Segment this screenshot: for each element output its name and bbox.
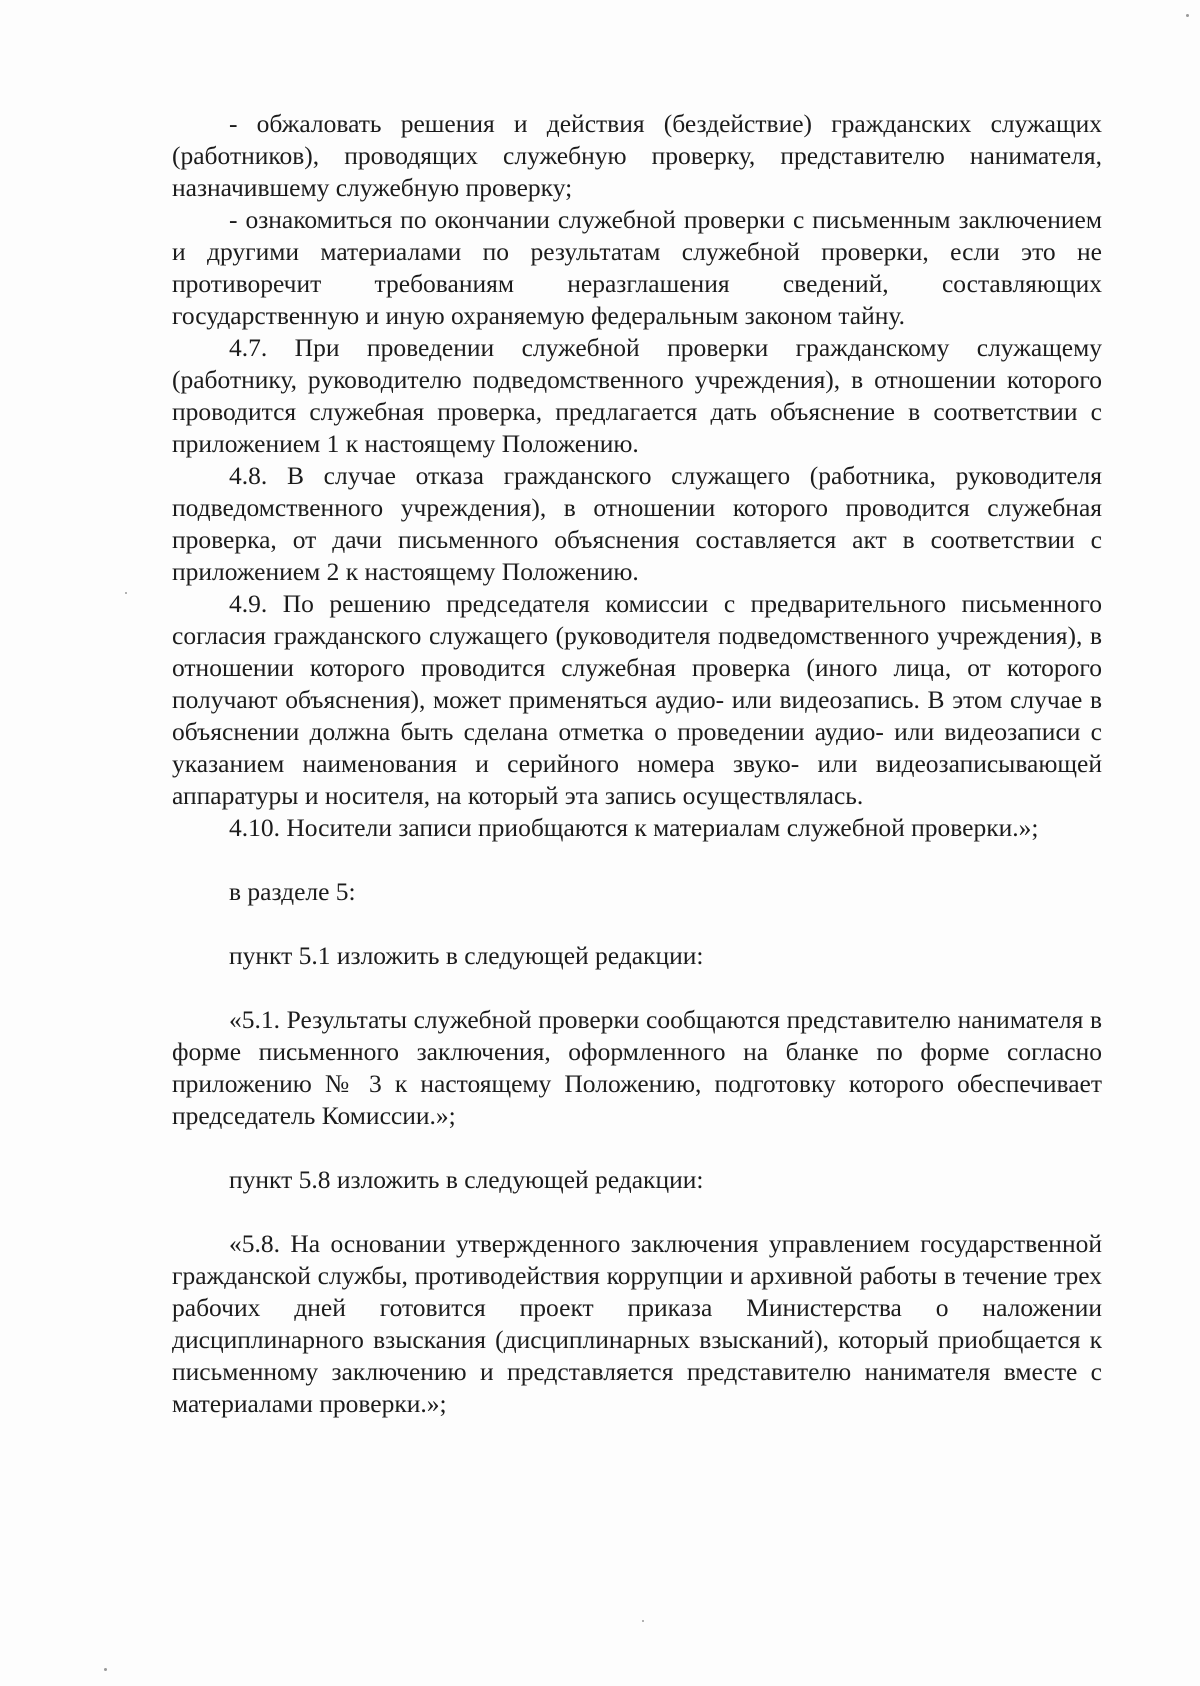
paragraph-4-9: 4.9. По решению председателя комиссии с предварительного письменного согласия гражданского служащего (руководителя подведомственного учреждения), в отношении которого проводится служебная проверка (иного лица, от которого получают объяснения), может применяться аудио- или видеозапись. В этом случае в объяснении должна быть сделана отметка о проведении аудио- или видеозаписи с указанием наименования и серийного номера звуко- или видеозаписывающей аппаратуры и носителя, на который эта запись осуществлялась. xyxy=(172,589,1102,810)
scan-speck xyxy=(1186,14,1189,17)
paragraph-4-10: 4.10. Носители записи приобщаются к материалам служебной проверки.»; xyxy=(229,813,1039,842)
scan-speck xyxy=(642,1620,644,1622)
scan-speck xyxy=(104,1668,107,1671)
paragraph-5-1: «5.1. Результаты служебной проверки сообщаются представителю нанимателя в форме письменного заключения, оформленного на бланке по форме согласно приложению № 3 к настоящему Положению, подготовку которого обеспечивает председатель Комиссии.»; xyxy=(172,1005,1102,1130)
paragraph-appeal-right: - обжаловать решения и действия (бездействие) гражданских служащих (работников), проводящих служебную проверку, представителю нанимателя, назначившему служебную проверку; xyxy=(172,109,1102,202)
document-body xyxy=(172,108,1102,1420)
paragraph-5-8: «5.8. На основании утвержденного заключения управлением государственной гражданской службы, противодействия коррупции и архивной работы в течение трех рабочих дней готовится проект приказа Министерства о наложении дисциплинарного взыскания (дисциплинарных взысканий), который приобщается к письменному заключению и представляется представителю нанимателя вместе с материалами проверки.»; xyxy=(172,1229,1102,1418)
scan-speck xyxy=(125,592,127,594)
paragraph-item-5-8-intro: пункт 5.8 изложить в следующей редакции: xyxy=(229,1165,704,1194)
paragraph-item-5-1-intro: пункт 5.1 изложить в следующей редакции: xyxy=(229,941,704,970)
paragraph-section-5-heading: в разделе 5: xyxy=(229,877,356,906)
paragraph-review-right: - ознакомиться по окончании служебной проверки с письменным заключением и другими материалами по результатам служебной проверки, если это не противоречит требованиям неразглашения сведений, составляющих государственную и иную охраняемую федеральным законом тайну. xyxy=(172,205,1102,330)
paragraph-4-7: 4.7. При проведении служебной проверки гражданскому служащему (работнику, руководителю подведомственного учреждения), в отношении которого проводится служебная проверка, предлагается дать объяснение в соответствии с приложением 1 к настоящему Положению. xyxy=(172,333,1102,458)
paragraph-4-8: 4.8. В случае отказа гражданского служащего (работника, руководителя подведомственного учреждения), в отношении которого проводится служебная проверка, от дачи письменного объяснения составляется акт в соответствии с приложением 2 к настоящему Положению. xyxy=(172,461,1102,586)
